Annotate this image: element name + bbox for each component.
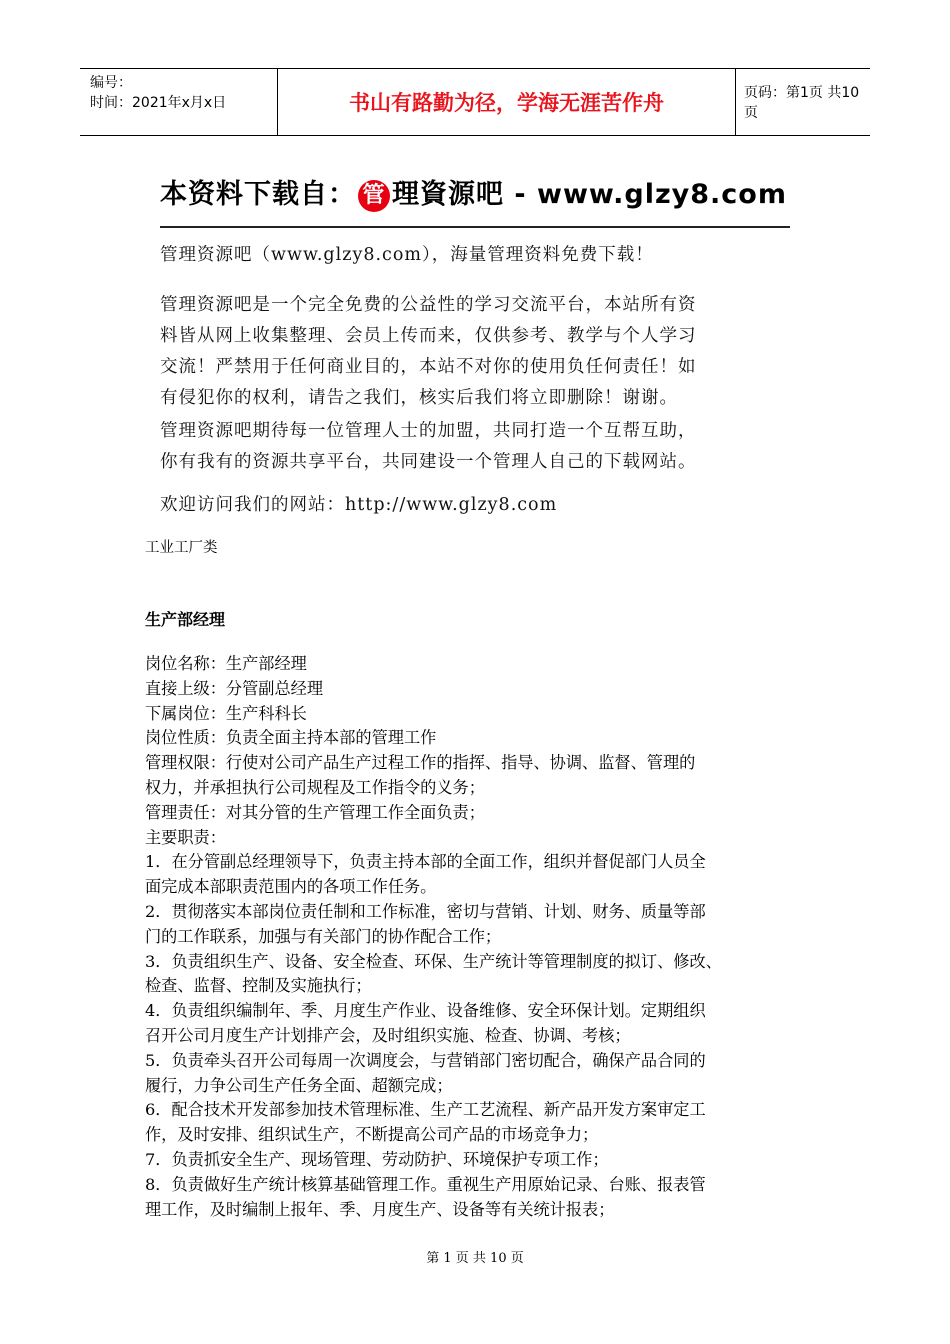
body-line: 5．负责牵头召开公司每周一次调度会，与营销部门密切配合，确保产品合同的 <box>145 1050 706 1070</box>
category-label: 工业工厂类 <box>145 540 218 556</box>
banner-logo: 管 <box>358 180 390 212</box>
source-banner <box>160 166 800 216</box>
ad-paragraph-line: 有侵犯你的权利，请告之我们，核实后我们将立即删除！谢谢。 <box>160 388 678 408</box>
number-label: 编号： <box>90 75 132 91</box>
ad-paragraph-line: 你有我有的资源共享平台，共同建设一个管理人自己的下载网站。 <box>160 452 697 472</box>
banner-suffix: 理資源吧 - www.glzy8.com <box>392 179 787 210</box>
ad-line-1: 管理资源吧（www.glzy8.com），海量管理资料免费下载！ <box>160 245 654 265</box>
ad-paragraph-2 <box>160 290 697 414</box>
body-line: 主要职责： <box>145 827 226 847</box>
ad-paragraph-line: 管理资源吧期待每一位管理人士的加盟，共同打造一个互帮互助， <box>160 421 697 441</box>
ad-paragraph-line: 料皆从网上收集整理、会员上传而来，仅供参考、教学与个人学习 <box>160 326 697 346</box>
body-line: 履行，力争公司生产任务全面、超额完成； <box>145 1075 453 1095</box>
ad-visit-link: 欢迎访问我们的网站：http://www.glzy8.com <box>160 495 558 515</box>
document-title: 生产部经理 <box>145 610 226 629</box>
motto: 书山有路勤为径，学海无涯苦作舟 <box>278 69 736 135</box>
page-info: 页码：第1页 共10页 <box>744 85 860 121</box>
body-line: 门的工作联系，加强与有关部门的协作配合工作； <box>145 926 502 946</box>
job-description-body <box>145 652 825 1222</box>
body-line: 管理权限：行使对公司产品生产过程工作的指挥、指导、协调、监督、管理的 <box>145 753 696 773</box>
body-line: 作，及时安排、组织试生产，不断提高公司产品的市场竞争力； <box>145 1125 599 1145</box>
body-line: 6．配合技术开发部参加技术管理标准、生产工艺流程、新产品开发方案审定工 <box>145 1100 706 1120</box>
body-line: 3．负责组织生产、设备、安全检查、环保、生产统计等管理制度的拟订、修改、 <box>145 951 722 971</box>
body-line: 面完成本部职责范围内的各项工作任务。 <box>145 877 437 897</box>
body-line: 7．负责抓安全生产、现场管理、劳动防护、环境保护专项工作； <box>145 1149 609 1169</box>
ad-paragraph-line: 管理资源吧是一个完全免费的公益性的学习交流平台，本站所有资 <box>160 295 697 315</box>
body-line: 管理责任：对其分管的生产管理工作全面负责； <box>145 802 485 822</box>
page-footer: 第 1 页 共 10 页 <box>426 1251 524 1266</box>
header-table <box>80 68 870 136</box>
banner-divider <box>160 226 790 228</box>
body-line: 1．在分管副总经理领导下，负责主持本部的全面工作，组织并督促部门人员全 <box>145 852 706 872</box>
body-line: 8．负责做好生产统计核算基础管理工作。重视生产用原始记录、台账、报表管 <box>145 1174 706 1194</box>
body-line: 2．贯彻落实本部岗位责任制和工作标准，密切与营销、计划、财务、质量等部 <box>145 901 706 921</box>
body-line: 岗位性质：负责全面主持本部的管理工作 <box>145 728 437 748</box>
banner-prefix: 本资料下载自： <box>160 179 356 210</box>
header-meta-cell <box>80 69 278 135</box>
body-line: 4．负责组织编制年、季、月度生产作业、设备维修、安全环保计划。定期组织 <box>145 1001 706 1021</box>
ad-paragraph-line: 交流！严禁用于任何商业目的，本站不对你的使用负任何责任！如 <box>160 357 697 377</box>
body-line: 直接上级：分管副总经理 <box>145 678 324 698</box>
body-line: 召开公司月度生产计划排产会，及时组织实施、检查、协调、考核； <box>145 1025 631 1045</box>
time-label: 时间：2021年x月x日 <box>90 95 227 111</box>
body-line: 检查、监督、控制及实施执行； <box>145 976 372 996</box>
body-line: 下属岗位：生产科科长 <box>145 703 307 723</box>
ad-paragraph-3 <box>160 416 697 478</box>
body-line: 岗位名称：生产部经理 <box>145 654 307 673</box>
body-line: 理工作，及时编制上报年、季、月度生产、设备等有关统计报表； <box>145 1199 615 1219</box>
body-line: 权力，并承担执行公司规程及工作指令的义务； <box>145 777 485 797</box>
banner-text <box>160 172 787 212</box>
